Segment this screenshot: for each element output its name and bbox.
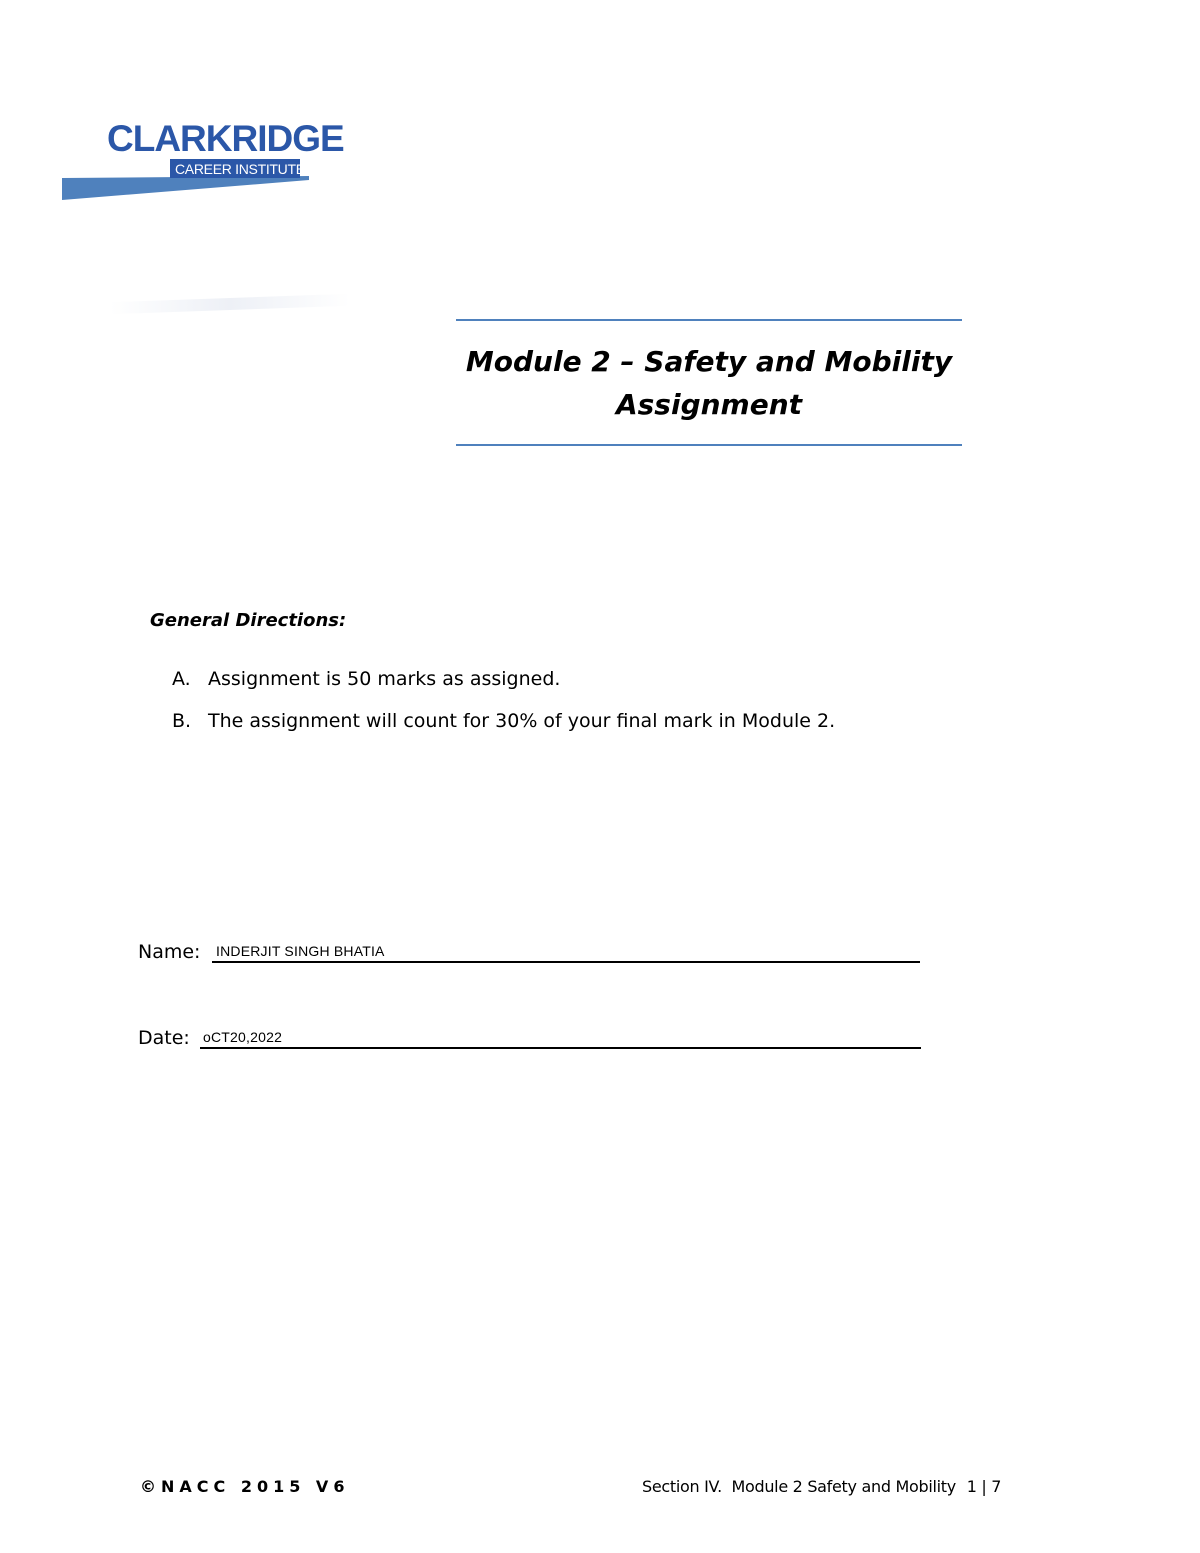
- name-label: Name:: [138, 941, 201, 963]
- footer-page-number: 1 | 7: [966, 1477, 1002, 1496]
- date-underline: [200, 1047, 921, 1049]
- title-line-2: Assignment: [615, 388, 803, 421]
- name-field[interactable]: INDERJIT SINGH BHATIA: [216, 943, 385, 959]
- direction-text: The assignment will count for 30% of your final mark in Module 2.: [208, 710, 836, 732]
- name-underline: [212, 961, 920, 963]
- footer-section-title: Section IV. Module 2 Safety and Mobility: [642, 1477, 956, 1496]
- document-title: [456, 340, 962, 426]
- institute-logo: [60, 118, 344, 206]
- direction-text: Assignment is 50 marks as assigned.: [208, 668, 561, 690]
- title-rule-top: [456, 319, 962, 321]
- logo-subtitle: CAREER INSTITUTE: [175, 160, 305, 177]
- decorative-fade: [110, 294, 350, 314]
- date-field[interactable]: oCT20,2022: [203, 1029, 283, 1045]
- logo-subtitle-box: [170, 159, 305, 178]
- footer-section: [642, 1477, 1001, 1496]
- directions-heading: General Directions:: [150, 610, 347, 631]
- title-rule-bottom: [456, 444, 962, 446]
- direction-letter: A.: [172, 668, 191, 690]
- logo-title: CLARKRIDGE: [107, 118, 344, 159]
- title-line-1: Module 2 – Safety and Mobility: [465, 345, 953, 378]
- footer-copyright: ©NACC 2015 V6: [140, 1477, 350, 1496]
- date-label: Date:: [138, 1027, 190, 1049]
- direction-item-b: [172, 710, 835, 732]
- direction-letter: B.: [172, 710, 192, 732]
- direction-item-a: [172, 668, 560, 690]
